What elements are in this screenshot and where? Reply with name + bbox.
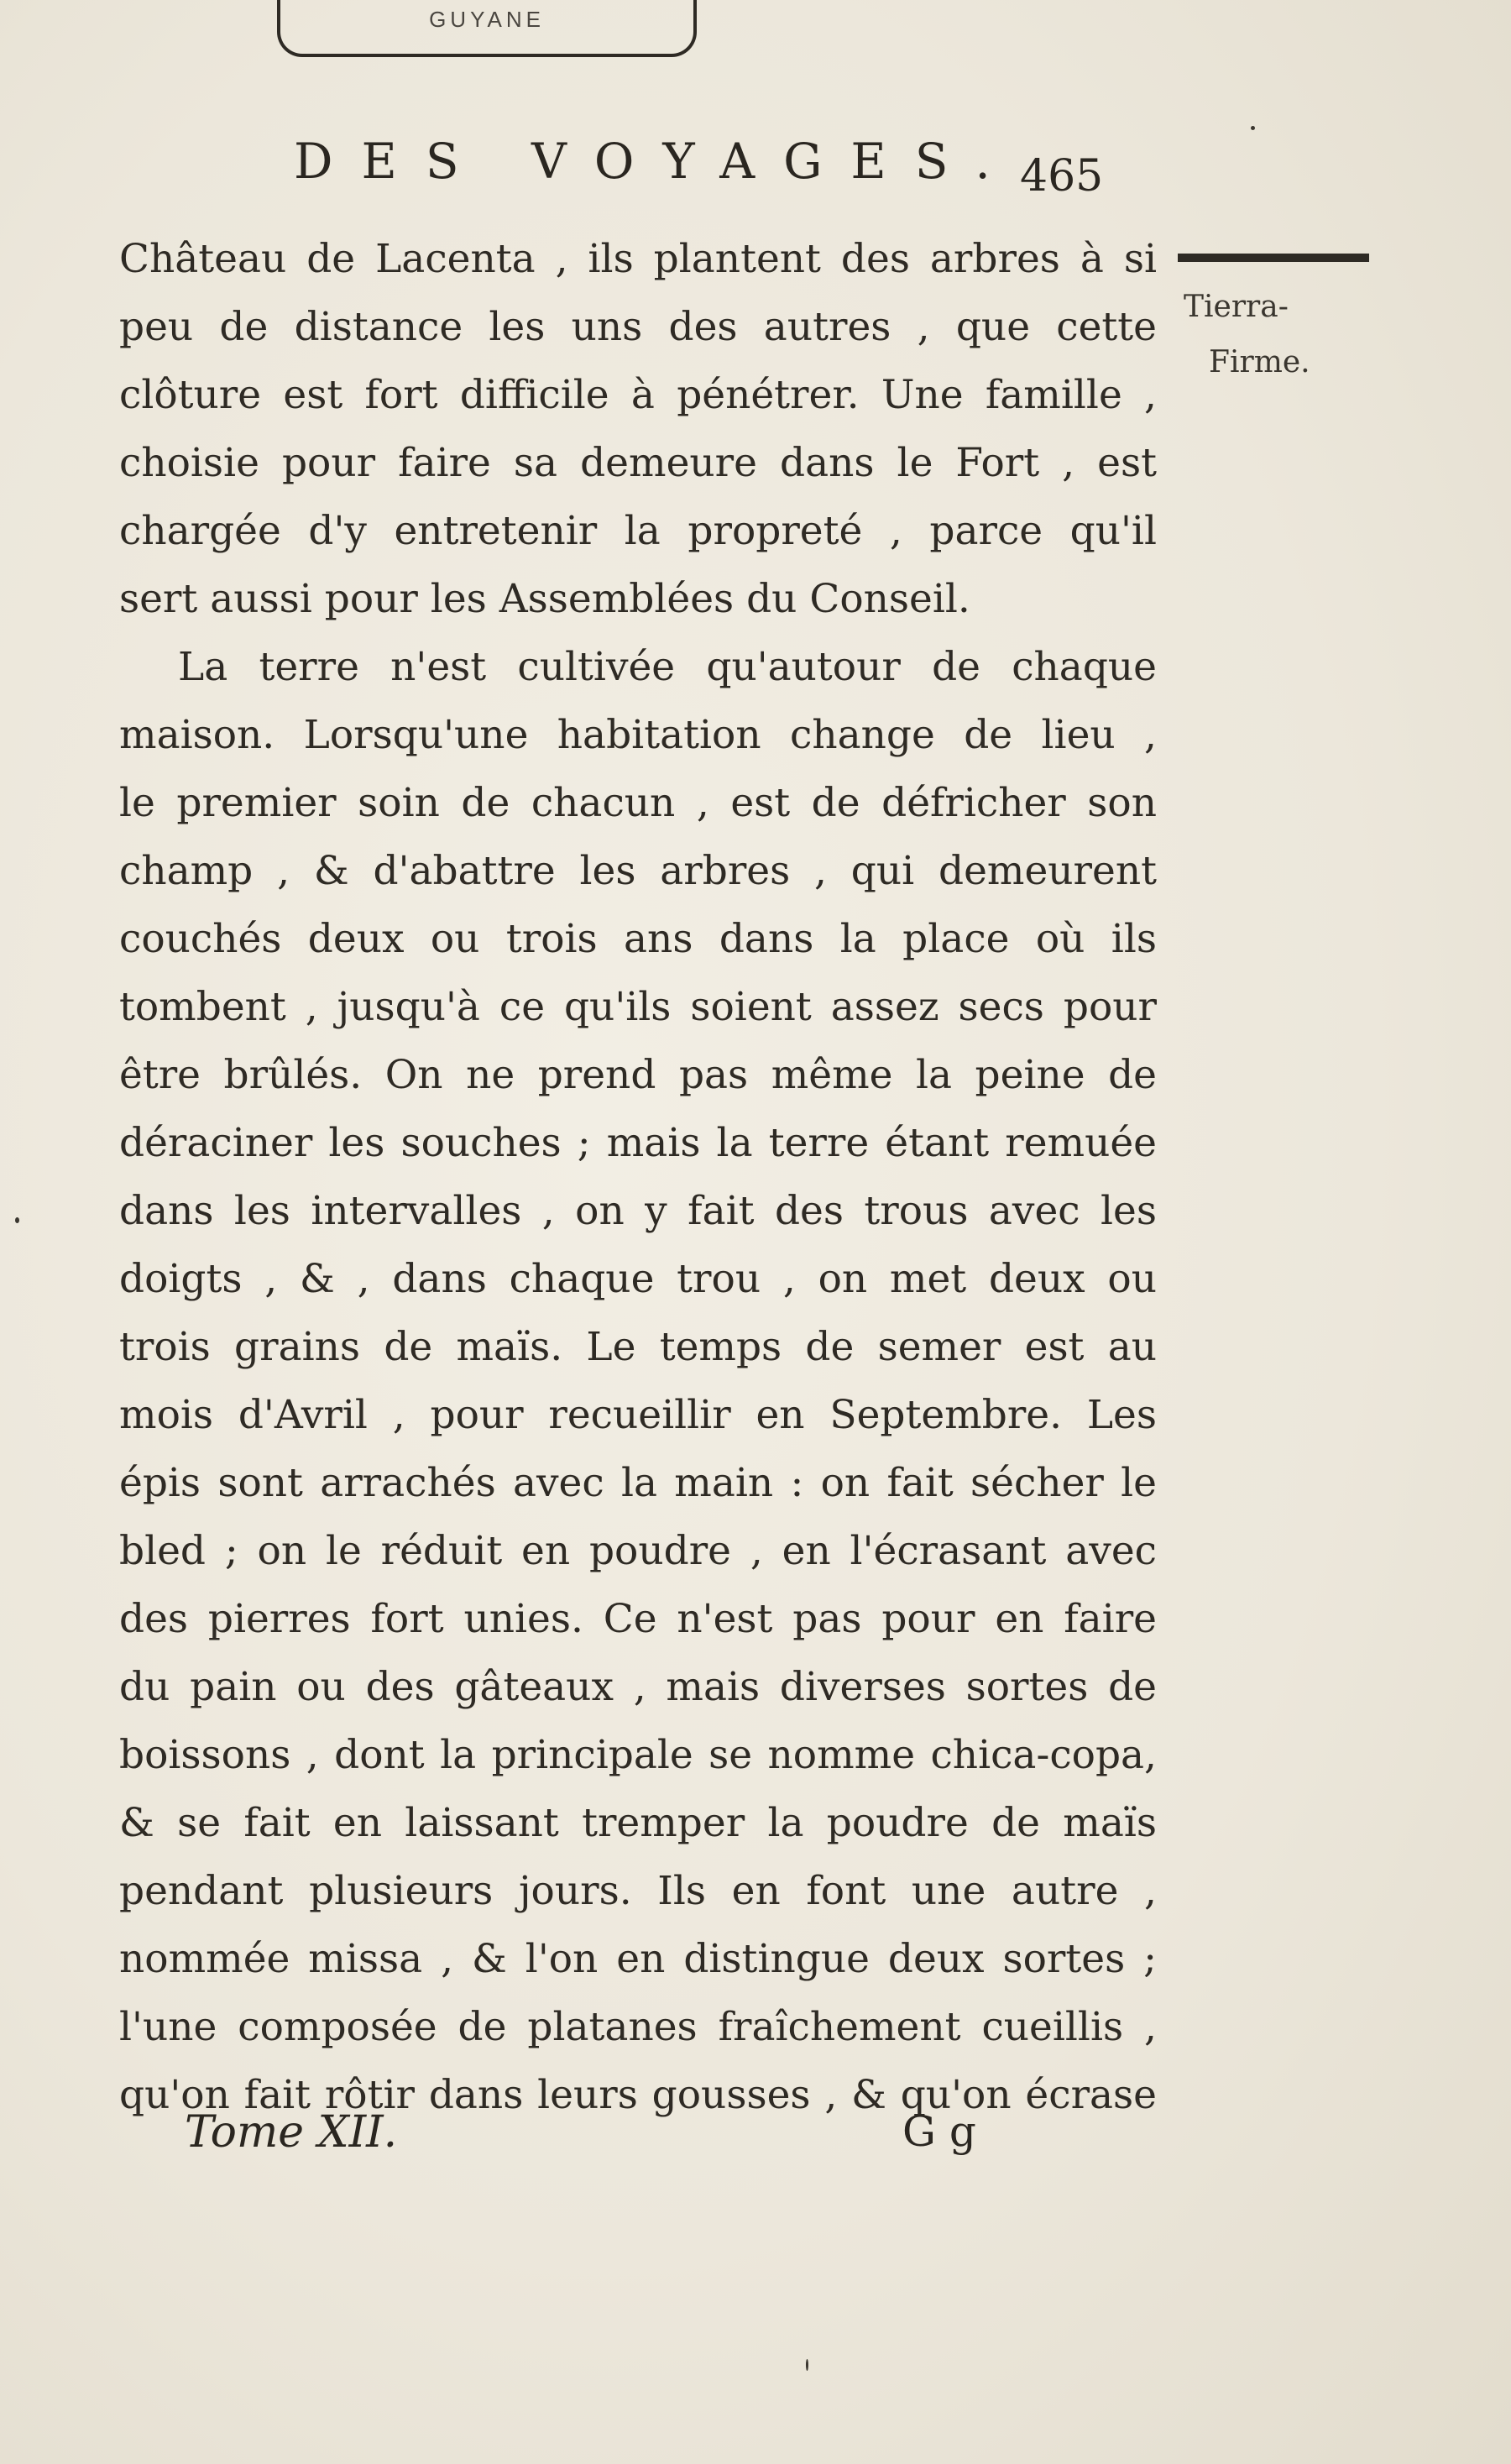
text-line: dans les intervalles , on y fait des trous avec les [119, 1188, 1157, 1234]
text-line: trois grains de maïs. Le temps de semer est au [119, 1324, 1157, 1370]
text-line: nommée missa , & l'on en distingue deux sortes ; [119, 1936, 1157, 1982]
text-line: l'une composée de platanes fraîchement cueillis , [119, 2004, 1157, 2050]
text-line: boissons , dont la principale se nomme chica-copa, [119, 1732, 1157, 1778]
running-title: DES VOYAGES. [294, 133, 1019, 190]
text-line: sert aussi pour les Assemblées du Conseil. [119, 576, 970, 622]
text-line: choisie pour faire sa demeure dans le Fort , est [119, 440, 1157, 486]
marginal-rule [1178, 254, 1369, 262]
marginal-note-line-2: Firme. [1209, 345, 1310, 379]
text-line: maison. Lorsqu'une habitation change de lieu , [119, 712, 1157, 758]
text-line: déraciner les souches ; mais la terre étant remuée [119, 1120, 1157, 1166]
text-line: le premier soin de chacun , est de défricher son [119, 780, 1157, 826]
text-line: mois d'Avril , pour recueillir en Septembre. Les [119, 1392, 1157, 1438]
text-line: La terre n'est cultivée qu'autour de chaque [178, 644, 1157, 690]
marginal-note [1184, 280, 1377, 390]
text-line: chargée d'y entretenir la propreté , parce qu'il [119, 508, 1157, 554]
text-line: Château de Lacenta , ils plantent des arbres à si [119, 236, 1157, 282]
paper-speck [806, 2359, 808, 2371]
text-line: peu de distance les uns des autres , que cette [119, 304, 1157, 350]
text-line: doigts , & , dans chaque trou , on met deux ou [119, 1256, 1157, 1302]
volume-label: Tome XII. [185, 2107, 398, 2158]
library-stamp [277, 0, 697, 57]
text-line: être brûlés. On ne prend pas même la peine de [119, 1052, 1157, 1098]
text-line: des pierres fort unies. Ce n'est pas pour en faire [119, 1596, 1157, 1642]
text-line: & se fait en laissant tremper la poudre de maïs [119, 1800, 1157, 1846]
signature-mark: G g [902, 2107, 976, 2156]
stamp-text: GUYANE [429, 7, 545, 32]
page-number: 465 [1020, 151, 1104, 201]
text-line: épis sont arrachés avec la main : on fait sécher le [119, 1460, 1157, 1506]
text-line: qu'on fait rôtir dans leurs gousses , & qu'on écrase [119, 2072, 1157, 2118]
text-line: tombent , jusqu'à ce qu'ils soient assez secs pour [119, 984, 1157, 1030]
text-line: clôture est fort difficile à pénétrer. Une famille , [119, 372, 1157, 418]
paper-speck [15, 1217, 19, 1223]
body-text [119, 225, 1157, 2129]
marginal-note-line-1: Tierra- [1184, 290, 1289, 324]
text-line: bled ; on le réduit en poudre , en l'écrasant avec [119, 1528, 1157, 1574]
text-line: champ , & d'abattre les arbres , qui demeurent [119, 848, 1157, 894]
text-line: du pain ou des gâteaux , mais diverses sortes de [119, 1664, 1157, 1710]
paper-speck [1251, 126, 1255, 130]
text-line: pendant plusieurs jours. Ils en font une autre , [119, 1868, 1157, 1914]
text-line: couchés deux ou trois ans dans la place où ils [119, 916, 1157, 962]
